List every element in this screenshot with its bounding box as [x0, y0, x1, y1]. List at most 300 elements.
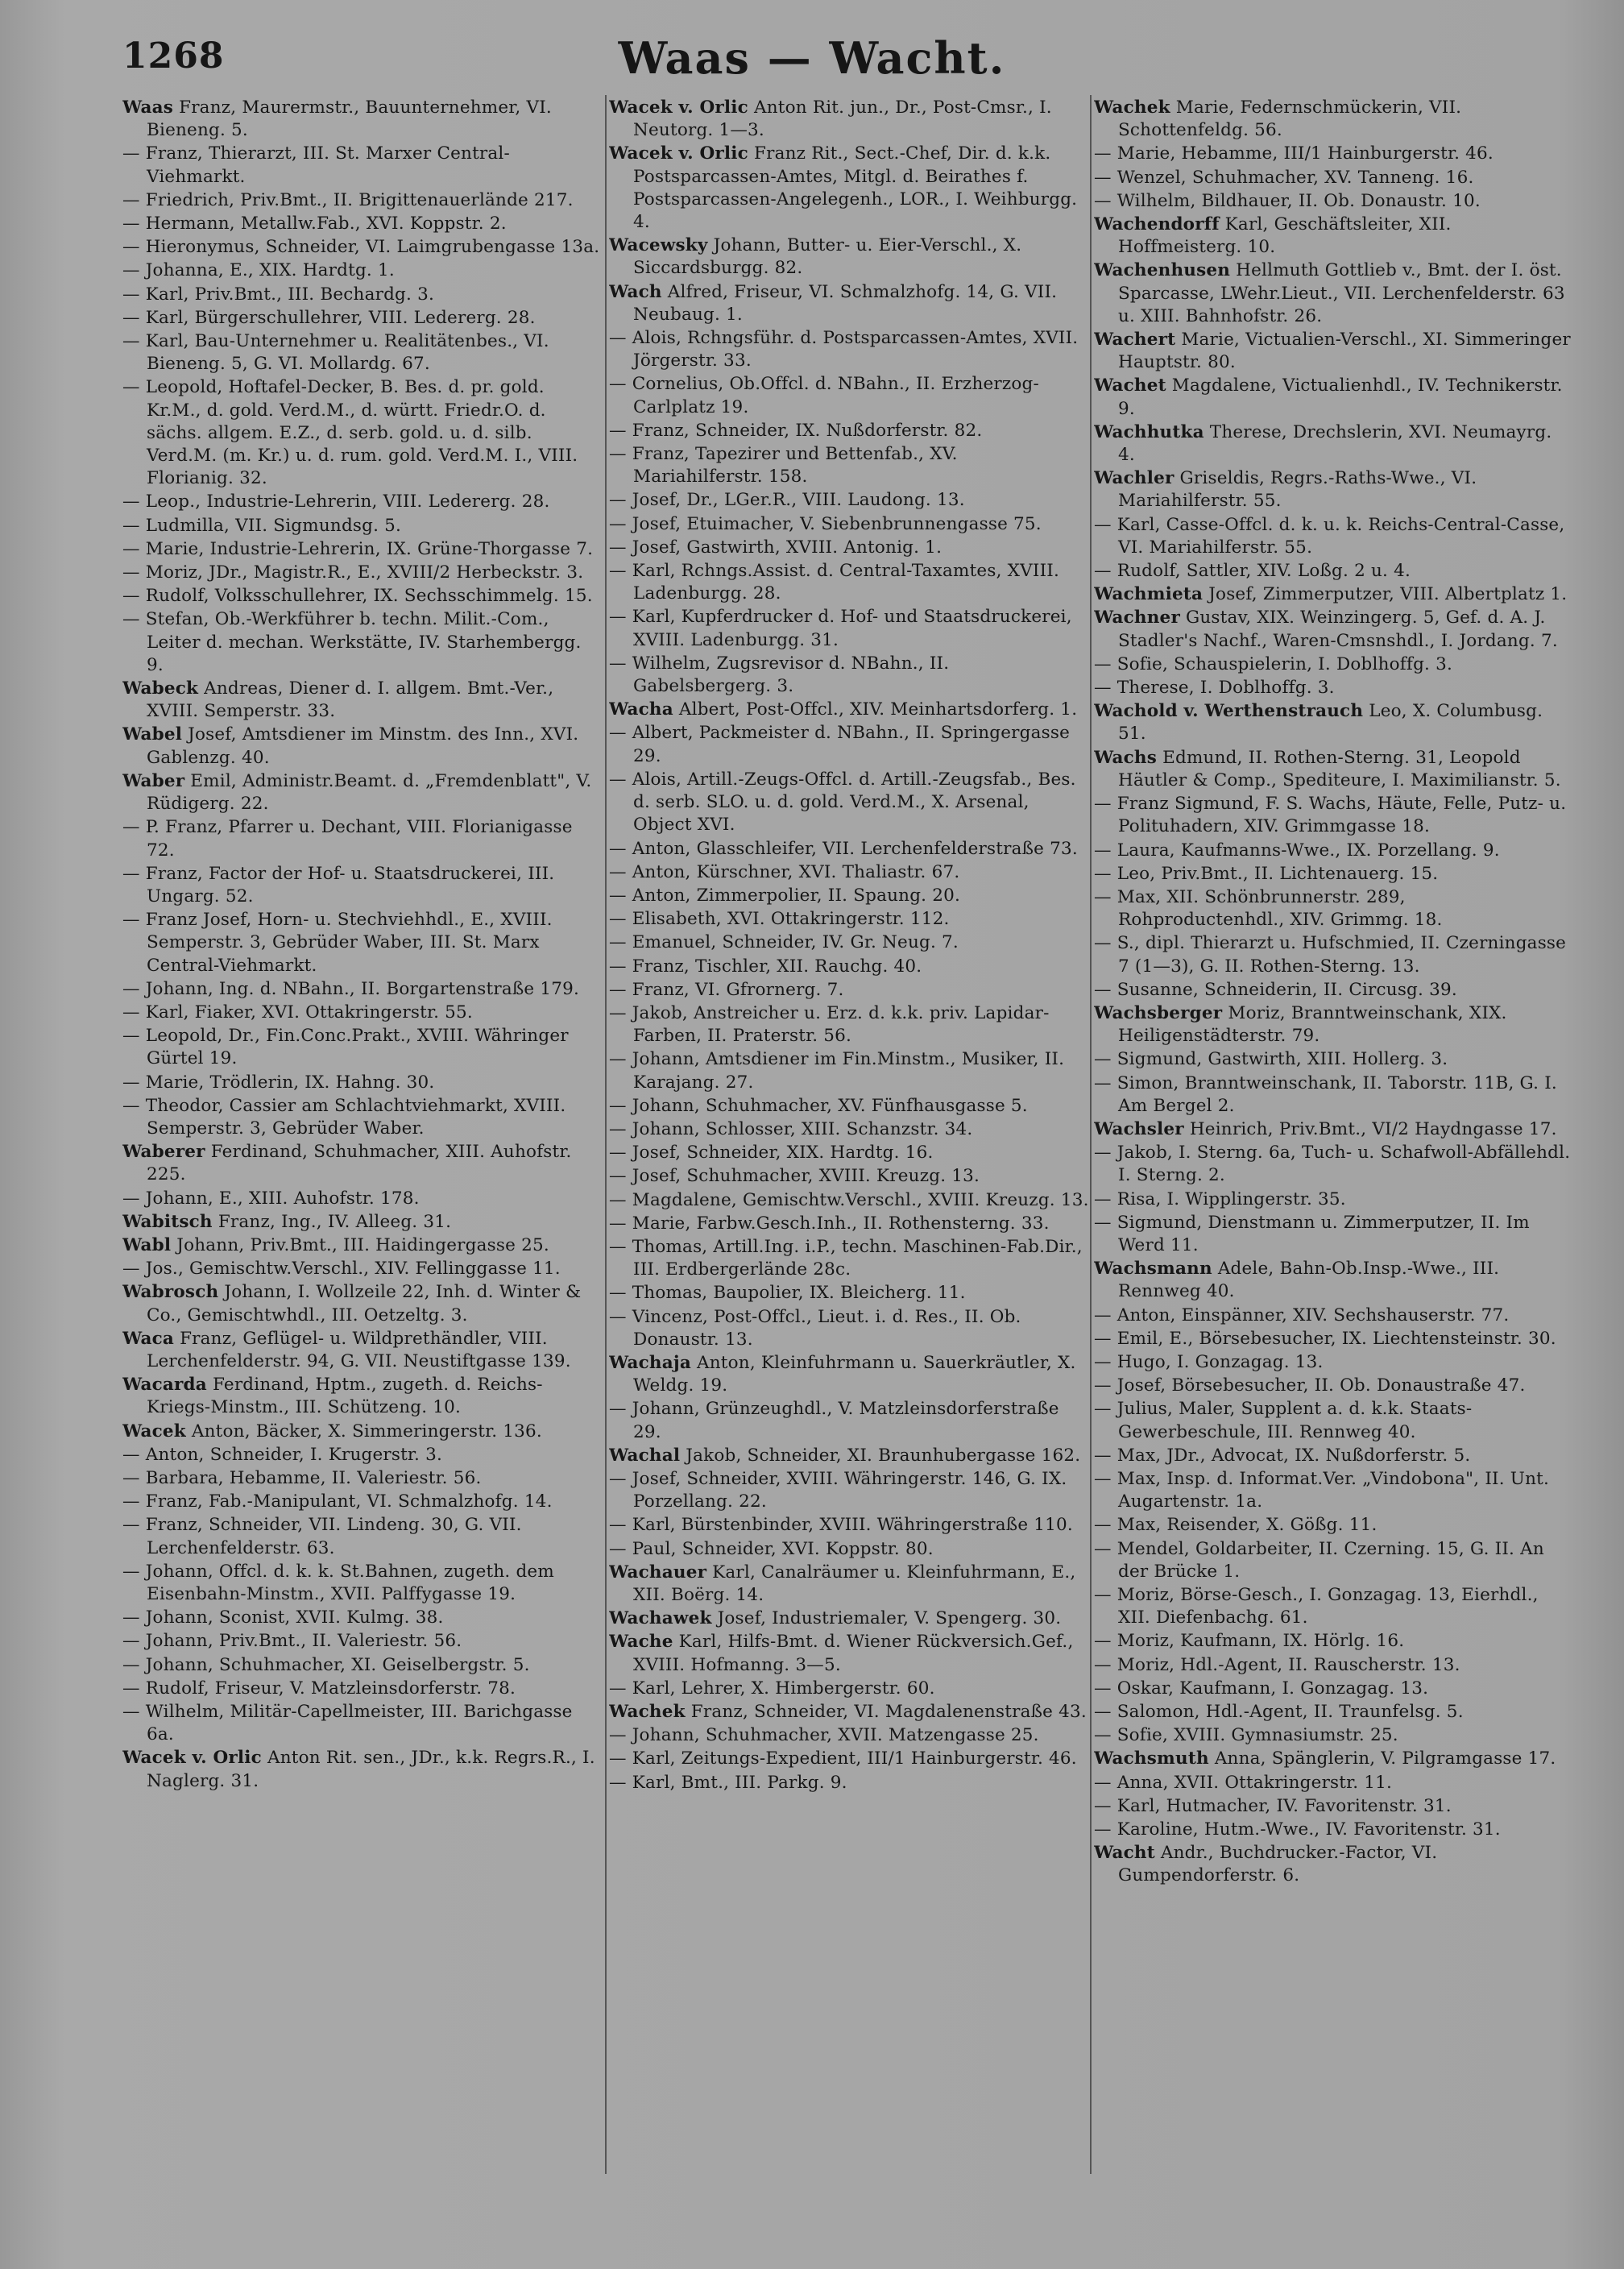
directory-entry: [609, 653, 1089, 698]
entry-details: Albert, Post-Offcl., XIV. Meinhartsdorferg. 1.: [673, 699, 1078, 720]
entry-details: Franz, Maurermstr., Bauunternehmer, VI. Bieneng. 5.: [147, 97, 552, 141]
entry-details: Heinrich, Priv.Bmt., VI/2 Haydngasse 17.: [1183, 1118, 1557, 1139]
entry-details: — Therese, I. Doblhoffg. 3.: [1094, 678, 1335, 699]
entry-details: — Johann, E., XIII. Auhofstr. 178.: [122, 1188, 420, 1209]
entry-details: — Johann, Schuhmacher, XV. Fünfhausgasse 5.: [609, 1095, 1028, 1116]
directory-entry: [122, 562, 603, 584]
entry-details: — Wilhelm, Zugsrevisor d. NBahn., II. Gabelsbergerg. 3.: [609, 653, 950, 697]
entry-details: — Josef, Schneider, XIX. Hardtg. 16.: [609, 1143, 934, 1164]
column-1: [122, 97, 603, 2256]
directory-entry: [122, 1281, 603, 1326]
entry-details: — Johann, Priv.Bmt., II. Valeriestr. 56.: [122, 1631, 462, 1652]
entry-details: Johann, I. Wollzeile 22, Inh. d. Winter & Co., Gemischtwhdl., III. Oetzeltg. 3.: [147, 1282, 582, 1325]
entry-surname: Wachler: [1094, 468, 1174, 489]
entry-surname: Wabeck: [122, 678, 199, 699]
entry-details: — Oskar, Kaufmann, I. Gonzagag. 13.: [1094, 1678, 1429, 1699]
entry-details: — Susanne, Schneiderin, II. Circusg. 39.: [1094, 979, 1457, 1000]
directory-entry: [1094, 1142, 1574, 1187]
entry-details: Anna, Spänglerin, V. Pilgramgasse 17.: [1208, 1748, 1556, 1769]
entry-details: Anton, Kleinfuhrmann u. Sauerkräutler, X. Weldg. 19.: [633, 1352, 1076, 1396]
entry-details: — Franz, Thierarzt, III. St. Marxer Central-Viehmarkt.: [122, 143, 510, 187]
entry-details: Ferdinand, Schuhmacher, XIII. Auhofstr. 225.: [147, 1142, 572, 1185]
directory-entry: [1094, 1678, 1574, 1700]
directory-entry: [1094, 1468, 1574, 1513]
entry-details: — Karl, Bürstenbinder, XVIII. Währingerstraße 110.: [609, 1515, 1073, 1536]
directory-entry: [609, 769, 1089, 837]
entry-details: — Elisabeth, XVI. Ottakringerstr. 112.: [609, 909, 950, 930]
entry-details: Magdalene, Victualienhdl., IV. Technikerstr. 9.: [1118, 375, 1563, 419]
entry-details: — Moriz, Kaufmann, IX. Hörlg. 16.: [1094, 1631, 1405, 1652]
entry-details: Karl, Canalräumer u. Kleinfuhrmann, E., XII. Boërg. 14.: [633, 1562, 1076, 1605]
directory-entry: [1094, 979, 1574, 1002]
directory-entry: [1094, 1398, 1574, 1443]
directory-entry: [1094, 1538, 1574, 1583]
entry-details: — Rudolf, Volksschullehrer, IX. Sechsschimmelg. 15.: [122, 586, 593, 607]
entry-details: — Karl, Casse-Offcl. d. k. u. k. Reichs-Central-Casse, VI. Mariahilferstr. 55.: [1094, 514, 1565, 558]
directory-entry: [1094, 583, 1574, 606]
entry-details: — Marie, Trödlerin, IX. Hahng. 30.: [122, 1072, 435, 1093]
entry-details: — Hermann, Metallw.Fab., XVI. Koppstr. 2.: [122, 214, 507, 234]
directory-entry: [1094, 1445, 1574, 1467]
entry-surname: Wachsler: [1094, 1118, 1184, 1139]
directory-entry: [122, 608, 603, 677]
entry-details: Hellmuth Gottlieb v., Bmt. der I. öst. Sparcasse, LWehr.Lieut., VII. Lerchenfelderstr. 63 u. XIII. Bahnhofstr. 26.: [1118, 260, 1565, 326]
directory-entry: [1094, 1701, 1574, 1724]
directory-entry: [1094, 1212, 1574, 1257]
entry-details: — Julius, Maler, Supplent a. d. k.k. Staats-Gewerbeschule, III. Rennweg 40.: [1094, 1399, 1473, 1442]
directory-entry: [1094, 514, 1574, 559]
entry-details: — Johann, Offcl. d. k. k. St.Bahnen, zugeth. dem Eisenbahn-Minstm., XVII. Palffygasse 19.: [122, 1561, 554, 1604]
directory-entry: [122, 724, 603, 769]
directory-entry: [122, 1072, 603, 1094]
entry-details: — Sofie, Schauspielerin, I. Doblhoffg. 3.: [1094, 653, 1453, 674]
entry-details: — Anna, XVII. Ottakringerstr. 11.: [1094, 1772, 1393, 1793]
entry-surname: Wabl: [122, 1234, 172, 1255]
entry-surname: Wach: [609, 281, 662, 302]
entry-surname: Wachsberger: [1094, 1002, 1223, 1023]
directory-entry: [609, 1445, 1089, 1467]
directory-entry: [1094, 329, 1574, 374]
entry-details: — Anton, Glasschleifer, VII. Lerchenfelderstraße 73.: [609, 838, 1078, 859]
entry-details: — Karl, Hutmacher, IV. Favoritenstr. 31.: [1094, 1795, 1452, 1816]
entry-surname: Wacek v. Orlic: [122, 1748, 262, 1769]
entry-details: Emil, Administr.Beamt. d. „Fremdenblatt", V. Rüdigerg. 22.: [147, 770, 592, 815]
directory-entry: [609, 606, 1089, 651]
entry-details: — Max, Insp. d. Informat.Ver. „Vindobona", II. Unt. Augartenstr. 1a.: [1094, 1468, 1550, 1512]
entry-details: — Paul, Schneider, XVI. Koppstr. 80.: [609, 1538, 934, 1559]
directory-entry: [122, 863, 603, 908]
entry-surname: Wachold v. Werthenstrauch: [1094, 701, 1364, 722]
directory-entry: [609, 97, 1089, 142]
directory-entry: [609, 1538, 1089, 1561]
entry-surname: Waas: [122, 97, 174, 118]
entry-surname: Wachek: [609, 1702, 686, 1723]
entry-details: — Rudolf, Friseur, V. Matzleinsdorferstr. 78.: [122, 1678, 516, 1699]
entry-details: — S., dipl. Thierarzt u. Hufschmied, II. Czerningasse 7 (1—3), G. II. Rothen-Sterng. 13.: [1094, 933, 1567, 977]
directory-entry: [1094, 1188, 1574, 1211]
directory-entry: [122, 1421, 603, 1443]
directory-entry: [609, 1562, 1089, 1607]
column-3: [1094, 97, 1574, 2256]
directory-entry: [122, 213, 603, 235]
directory-entry: [609, 838, 1089, 861]
directory-entry: [609, 281, 1089, 326]
directory-entry: [1094, 167, 1574, 189]
entry-details: — Sigmund, Gastwirth, XIII. Hollerg. 3.: [1094, 1049, 1448, 1070]
entry-details: — Jakob, Anstreicher u. Erz. d. k.k. priv. Lapidar-Farben, II. Praterstr. 56.: [609, 1002, 1050, 1047]
directory-entry: [609, 513, 1089, 536]
directory-entry: [609, 885, 1089, 907]
entry-details: — Karl, Bau-Unternehmer u. Realitätenbes., VI. Bieneng. 5, G. VI. Mollardg. 67.: [122, 331, 549, 375]
directory-entry: [1094, 190, 1574, 213]
entry-details: Griseldis, Regrs.-Raths-Wwe., VI. Mariahilferstr. 55.: [1118, 468, 1477, 512]
directory-entry: [1094, 886, 1574, 931]
entry-details: — Karl, Priv.Bmt., III. Bechardg. 3.: [122, 284, 434, 305]
directory-entry: [609, 1514, 1089, 1537]
entry-details: — Anton, Einspänner, XIV. Sechshauserstr. 77.: [1094, 1305, 1510, 1325]
entry-details: — Laura, Kaufmanns-Wwe., IX. Porzellang. 9.: [1094, 840, 1500, 861]
directory-entry: [609, 1772, 1089, 1794]
entry-surname: Wachsmuth: [1094, 1748, 1209, 1769]
directory-entry: [1094, 653, 1574, 676]
entry-details: — Jos., Gemischtw.Verschl., XIV. Fellinggasse 11.: [122, 1259, 561, 1280]
entry-details: Gustav, XIX. Weinzingerg. 5, Gef. d. A. J. Stadler's Nachf., Waren-Cmsnshdl., I. Jordang. 7.: [1118, 608, 1558, 651]
directory-entry: [609, 373, 1089, 418]
directory-entry: [1094, 1002, 1574, 1047]
entry-details: — Franz, Schneider, VII. Lindeng. 30, G. VII. Lerchenfelderstr. 63.: [122, 1515, 522, 1558]
directory-entry: [1094, 467, 1574, 512]
directory-entry: [609, 931, 1089, 954]
entry-surname: Wache: [609, 1632, 673, 1653]
directory-entry: [1094, 259, 1574, 328]
entry-details: Karl, Geschäftsleiter, XII. Hoffmeisterg. 10.: [1118, 214, 1452, 258]
entry-details: — Wilhelm, Militär-Capellmeister, III. Barichgasse 6a.: [122, 1702, 573, 1745]
entry-details: Jakob, Schneider, XI. Braunhubergasse 162.: [680, 1445, 1081, 1466]
entry-details: — P. Franz, Pfarrer u. Dechant, VIII. Florianigasse 72.: [122, 817, 573, 861]
entry-surname: Wachmieta: [1094, 584, 1204, 605]
entry-details: — Franz, Tapezirer und Bettenfab., XV. Mariahilferstr. 158.: [609, 444, 958, 487]
directory-entry: [122, 770, 603, 815]
directory-entry: [609, 560, 1089, 605]
entry-details: Johann, Butter- u. Eier-Verschl., X. Siccardsburgg. 82.: [633, 235, 1022, 279]
column-divider: [1090, 95, 1092, 2174]
entry-details: Josef, Zimmerputzer, VIII. Albertplatz 1.: [1203, 584, 1568, 605]
page-number: 1268: [122, 35, 225, 77]
entry-details: — Franz, Fab.-Manipulant, VI. Schmalzhofg. 14.: [122, 1491, 553, 1512]
entry-surname: Waber: [122, 770, 185, 791]
entry-details: — Magdalene, Gemischtw.Verschl., XVIII. Kreuzg. 13.: [609, 1189, 1089, 1210]
directory-entry: [1094, 1072, 1574, 1118]
entry-details: Ferdinand, Hptm., zugeth. d. Reichs-Kriegs-Minstm., III. Schützeng. 10.: [147, 1375, 543, 1418]
directory-entry: [609, 1398, 1089, 1443]
entry-details: — Josef, Gastwirth, XVIII. Antonig. 1.: [609, 537, 942, 558]
directory-entry: [1094, 1819, 1574, 1841]
directory-entry: [122, 978, 603, 1001]
entry-surname: Wachner: [1094, 608, 1180, 628]
entry-details: Anton Rit. sen., JDr., k.k. Regrs.R., I. Naglerg. 31.: [147, 1748, 595, 1791]
directory-entry: [1094, 1630, 1574, 1653]
directory-entry: [609, 1468, 1089, 1513]
directory-entry: [1094, 1514, 1574, 1537]
entry-details: — Josef, Schuhmacher, XVIII. Kreuzg. 13.: [609, 1166, 980, 1187]
directory-entry: [609, 722, 1089, 767]
directory-entry: [122, 1467, 603, 1490]
directory-entry: [122, 307, 603, 330]
directory-entry: [609, 699, 1089, 721]
entry-details: — Franz, VI. Gfrornerg. 7.: [609, 979, 844, 1000]
directory-entry: [1094, 375, 1574, 420]
entry-surname: Wachenhusen: [1094, 260, 1231, 281]
directory-entry: [122, 1491, 603, 1513]
entry-surname: Wachek: [1094, 97, 1170, 118]
directory-entry: [609, 1748, 1089, 1770]
directory-entry: [1094, 1258, 1574, 1303]
directory-entry: [122, 1514, 603, 1559]
directory-entry: [122, 1095, 603, 1140]
directory-entry: [609, 1607, 1089, 1630]
entry-details: — Karoline, Hutm.-Wwe., IV. Favoritenstr. 31.: [1094, 1819, 1501, 1840]
directory-entry: [122, 376, 603, 490]
entry-surname: Wacek: [122, 1421, 186, 1441]
directory-entry: [1094, 1351, 1574, 1374]
directory-entry: [609, 908, 1089, 931]
entry-surname: Wachsmann: [1094, 1259, 1212, 1280]
directory-entry: [122, 515, 603, 537]
entry-details: — Marie, Farbw.Gesch.Inh., II. Rothensterng. 33.: [609, 1213, 1050, 1234]
entry-details: Alfred, Friseur, VI. Schmalzhofg. 14, G. VII. Neubaug. 1.: [633, 281, 1058, 325]
directory-entry: [1094, 1654, 1574, 1677]
entry-surname: Waca: [122, 1328, 175, 1349]
entry-details: Josef, Industriemaler, V. Spengerg. 30.: [711, 1608, 1062, 1629]
entry-details: Anton, Bäcker, X. Simmeringerstr. 136.: [185, 1421, 542, 1441]
directory-entry: [1094, 607, 1574, 652]
entry-surname: Wachaja: [609, 1352, 691, 1373]
directory-entry: [122, 491, 603, 513]
directory-entry: [122, 1747, 603, 1792]
directory-entry: [122, 284, 603, 306]
entry-details: — Johann, Schlosser, XIII. Schanzstr. 34.: [609, 1118, 973, 1139]
entry-details: — Anton, Schneider, I. Krugerstr. 3.: [122, 1444, 443, 1465]
directory-entry: [122, 143, 603, 188]
entry-surname: Wachert: [1094, 330, 1176, 351]
entry-surname: Wacarda: [122, 1375, 207, 1396]
entry-details: — Karl, Bmt., III. Parkg. 9.: [609, 1772, 847, 1793]
column-divider: [605, 95, 607, 2174]
directory-entry: [1094, 1048, 1574, 1071]
entry-details: — Marie, Hebamme, III/1 Hainburgerstr. 46.: [1094, 143, 1494, 164]
entry-details: — Karl, Lehrer, X. Himbergerstr. 60.: [609, 1678, 935, 1699]
directory-entry: [609, 1631, 1089, 1676]
directory-entry: [609, 234, 1089, 280]
entry-surname: Wachawek: [609, 1608, 712, 1629]
entry-details: — Barbara, Hebamme, II. Valeriestr. 56.: [122, 1467, 482, 1488]
directory-entry: [609, 443, 1089, 488]
directory-entry: [609, 979, 1089, 1002]
entry-details: Johann, Priv.Bmt., III. Haidingergasse 25.: [171, 1234, 549, 1255]
directory-entry: [609, 956, 1089, 978]
entry-details: Andr., Buchdrucker.-Factor, VI. Gumpendorferstr. 6.: [1118, 1843, 1438, 1886]
directory-entry: [1094, 1375, 1574, 1397]
entry-details: — Johann, Schuhmacher, XI. Geiselbergstr. 5.: [122, 1654, 530, 1675]
directory-entry: [1094, 840, 1574, 862]
entry-details: — Jakob, I. Sterng. 6a, Tuch- u. Schafwoll-Abfällehdl. I. Sterng. 2.: [1094, 1143, 1571, 1186]
directory-entry: [122, 1234, 603, 1257]
entry-surname: Wachauer: [609, 1562, 707, 1582]
directory-entry: [609, 143, 1089, 234]
entry-details: — Risa, I. Wipplingerstr. 35.: [1094, 1188, 1346, 1209]
directory-entry: [122, 678, 603, 723]
directory-entry: [1094, 1584, 1574, 1629]
entry-details: — Moriz, Hdl.-Agent, II. Rauscherstr. 13.: [1094, 1654, 1460, 1675]
directory-entry: [609, 327, 1089, 372]
directory-entry: [122, 1374, 603, 1419]
directory-entry: [609, 489, 1089, 512]
directory-entry: [122, 585, 603, 608]
entry-details: — Franz, Tischler, XII. Rauchg. 40.: [609, 956, 922, 977]
directory-entry: [609, 1002, 1089, 1047]
entry-details: — Moriz, Börse-Gesch., I. Gonzagag. 13, Eierhdl., XII. Diefenbachg. 61.: [1094, 1585, 1539, 1628]
directory-entry: [1094, 863, 1574, 886]
entry-details: Josef, Amtsdiener im Minstm. des Inn., XVI. Gablenzg. 40.: [147, 724, 579, 768]
entry-details: — Franz, Factor der Hof- u. Staatsdruckerei, III. Ungarg. 52.: [122, 863, 555, 906]
entry-details: — Wilhelm, Bildhauer, II. Ob. Donaustr. 10.: [1094, 190, 1481, 211]
directory-entry: [122, 1654, 603, 1677]
entry-details: Franz Rit., Sect.-Chef, Dir. d. k.k. Postsparcassen-Amtes, Mitgl. d. Beirathes f. Postsparcassen-Angelegenh., LOR., I. Weihburgg. 4.: [633, 143, 1078, 233]
entry-details: — Max, JDr., Advocat, IX. Nußdorferstr. 5.: [1094, 1445, 1471, 1466]
entry-details: Edmund, II. Rothen-Sterng. 31, Leopold Häutler & Comp., Spediteure, I. Maximilianstr. 5.: [1118, 747, 1561, 790]
directory-entry: [122, 1328, 603, 1373]
entry-details: Karl, Hilfs-Bmt. d. Wiener Rückversich.Gef., XVIII. Hofmanng. 3—5.: [633, 1632, 1074, 1675]
directory-entry: [1094, 560, 1574, 583]
directory-entry: [609, 1118, 1089, 1141]
entry-details: — Max, Reisender, X. Gößg. 11.: [1094, 1515, 1378, 1536]
directory-entry: [1094, 97, 1574, 142]
entry-details: — Karl, Zeitungs-Expedient, III/1 Hainburgerstr. 46.: [609, 1748, 1077, 1769]
entry-details: — Anton, Kürschner, XVI. Thaliastr. 67.: [609, 861, 960, 882]
entry-details: — Emil, E., Börsebesucher, IX. Liechtensteinstr. 30.: [1094, 1328, 1556, 1349]
entry-surname: Wachal: [609, 1445, 681, 1466]
entry-details: — Josef, Dr., LGer.R., VIII. Laudong. 13.: [609, 490, 965, 511]
entry-details: — Anton, Zimmerpolier, II. Spaung. 20.: [609, 885, 961, 906]
entry-details: — Vincenz, Post-Offcl., Lieut. i. d. Res., II. Ob. Donaustr. 13.: [609, 1306, 1021, 1350]
directory-entry: [1094, 793, 1574, 838]
entry-details: — Josef, Etuimacher, V. Siebenbrunnengasse 75.: [609, 513, 1042, 534]
entry-surname: Wacek v. Orlic: [609, 97, 748, 118]
entry-surname: Wachhutka: [1094, 421, 1204, 442]
entry-details: Marie, Victualien-Verschl., XI. Simmeringer Hauptstr. 80.: [1118, 330, 1571, 373]
entry-details: Franz, Schneider, VI. Magdalenenstraße 43.: [685, 1702, 1087, 1723]
entry-details: — Mendel, Goldarbeiter, II. Czerning. 15, G. II. An der Brücke 1.: [1094, 1538, 1544, 1582]
directory-entry: [609, 1213, 1089, 1235]
entry-details: Leo, X. Columbusg. 51.: [1118, 701, 1543, 745]
directory-entry: [1094, 1328, 1574, 1350]
entry-details: — Hieronymus, Schneider, VI. Laimgrubengasse 13a.: [122, 237, 600, 258]
entry-surname: Wachs: [1094, 747, 1158, 768]
entry-details: — Rudolf, Sattler, XIV. Loßg. 2 u. 4.: [1094, 561, 1411, 582]
entry-details: — Karl, Fiaker, XVI. Ottakringerstr. 55.: [122, 1002, 473, 1023]
directory-entry: [1094, 1724, 1574, 1747]
directory-entry: [122, 1607, 603, 1629]
running-head: Waas — Wacht.: [618, 32, 1006, 84]
entry-surname: Wacek v. Orlic: [609, 143, 748, 164]
entry-details: — Johann, Grünzeughdl., V. Matzleinsdorferstraße 29.: [609, 1399, 1059, 1442]
directory-entry: [122, 189, 603, 212]
entry-details: — Salomon, Hdl.-Agent, II. Traunfelsg. 5.: [1094, 1702, 1464, 1723]
entry-surname: Wacewsky: [609, 235, 708, 256]
entry-details: — Albert, Packmeister d. NBahn., II. Springergasse 29.: [609, 723, 1071, 766]
directory-entry: [122, 97, 603, 142]
directory-entry: [609, 861, 1089, 884]
entry-details: — Max, XII. Schönbrunnerstr. 289, Rohproductenhdl., XIV. Grimmg. 18.: [1094, 886, 1443, 931]
directory-entry: [609, 420, 1089, 442]
directory-entry: [122, 1678, 603, 1700]
directory-entry: [1094, 700, 1574, 745]
directory-entry: [609, 1306, 1089, 1351]
directory-entry: [122, 330, 603, 375]
directory-entry: [122, 816, 603, 861]
directory-entry: [1094, 747, 1574, 792]
entry-details: — Thomas, Baupolier, IX. Bleicherg. 11.: [609, 1283, 966, 1304]
directory-entry: [1094, 677, 1574, 699]
directory-entry: [609, 1189, 1089, 1212]
directory-entry: [609, 1282, 1089, 1305]
entry-surname: Wacha: [609, 699, 673, 720]
entry-details: — Karl, Rchngs.Assist. d. Central-Taxamtes, XVIII. Ladenburgg. 28.: [609, 561, 1059, 604]
entry-details: — Johann, Sconist, XVII. Kulmg. 38.: [122, 1607, 444, 1628]
directory-entry: [609, 1095, 1089, 1118]
directory-entry: [609, 1352, 1089, 1397]
entry-details: Anton Rit. jun., Dr., Post-Cmsr., I. Neutorg. 1—3.: [633, 97, 1052, 141]
directory-entry: [122, 1561, 603, 1606]
entry-details: — Leopold, Hoftafel-Decker, B. Bes. d. pr. gold. Kr.M., d. gold. Verd.M., d. württ. Friedr.O. d. sächs. allgem. E.Z., d. serb. gold. u. d. silb. Verd.M. (m. Kr.) u. d. rum. gold. Verd.M. I., VIII. Florianig. 32.: [122, 377, 578, 489]
entry-details: Therese, Drechslerin, XVI. Neumayrg. 4.: [1118, 421, 1552, 466]
entry-details: — Josef, Schneider, XVIII. Währingerstr. 146, G. IX. Porzellang. 22.: [609, 1468, 1067, 1512]
entry-surname: Wacht: [1094, 1843, 1155, 1864]
entry-details: — Johann, Amtsdiener im Fin.Minstm., Musiker, II. Karajang. 27.: [609, 1049, 1065, 1093]
directory-entry: [609, 1236, 1089, 1281]
entry-details: — Franz, Schneider, IX. Nußdorferstr. 82.: [609, 420, 983, 441]
entry-details: — Ludmilla, VII. Sigmundsg. 5.: [122, 515, 402, 536]
entry-surname: Wabitsch: [122, 1211, 213, 1232]
directory-entry: [1094, 1842, 1574, 1887]
entry-details: — Johann, Ing. d. NBahn., II. Borgartenstraße 179.: [122, 978, 580, 999]
directory-entry: [122, 1258, 603, 1280]
entry-surname: Wabel: [122, 724, 183, 745]
entry-details: — Simon, Branntweinschank, II. Taborstr. 11B, G. I. Am Bergel 2.: [1094, 1072, 1557, 1116]
entry-details: Adele, Bahn-Ob.Insp.-Wwe., III. Rennweg 40.: [1118, 1259, 1500, 1302]
directory-entry: [122, 538, 603, 561]
entry-details: — Alois, Rchngsführ. d. Postsparcassen-Amtes, XVII. Jörgerstr. 33.: [609, 328, 1079, 371]
directory-entry: [122, 1188, 603, 1210]
directory-entry: [122, 1444, 603, 1466]
entry-details: — Leop., Industrie-Lehrerin, VIII. Ledererg. 28.: [122, 492, 550, 512]
entry-details: — Cornelius, Ob.Offcl. d. NBahn., II. Erzherzog-Carlplatz 19.: [609, 374, 1039, 417]
directory-entry: [609, 1142, 1089, 1164]
entry-details: — Franz Sigmund, F. S. Wachs, Häute, Felle, Putz- u. Polituhadern, XIV. Grimmgasse 18.: [1094, 794, 1567, 837]
directory-entry: [1094, 1305, 1574, 1327]
directory-entry: [122, 909, 603, 977]
entry-details: — Theodor, Cassier am Schlachtviehmarkt, XVIII. Semperstr. 3, Gebrüder Waber.: [122, 1095, 566, 1139]
directory-entry: [609, 1678, 1089, 1700]
directory-entry: [1094, 1748, 1574, 1770]
entry-details: Andreas, Diener d. I. allgem. Bmt.-Ver., XVIII. Semperstr. 33.: [147, 678, 554, 722]
directory-entry: [122, 1211, 603, 1234]
directory-entry: [609, 1724, 1089, 1747]
entry-details: — Hugo, I. Gonzagag. 13.: [1094, 1351, 1324, 1372]
entry-surname: Wabrosch: [122, 1282, 219, 1303]
entry-details: — Leopold, Dr., Fin.Conc.Prakt., XVIII. Währinger Gürtel 19.: [122, 1026, 569, 1069]
entry-details: — Johann, Schuhmacher, XVII. Matzengasse 25.: [609, 1725, 1039, 1746]
